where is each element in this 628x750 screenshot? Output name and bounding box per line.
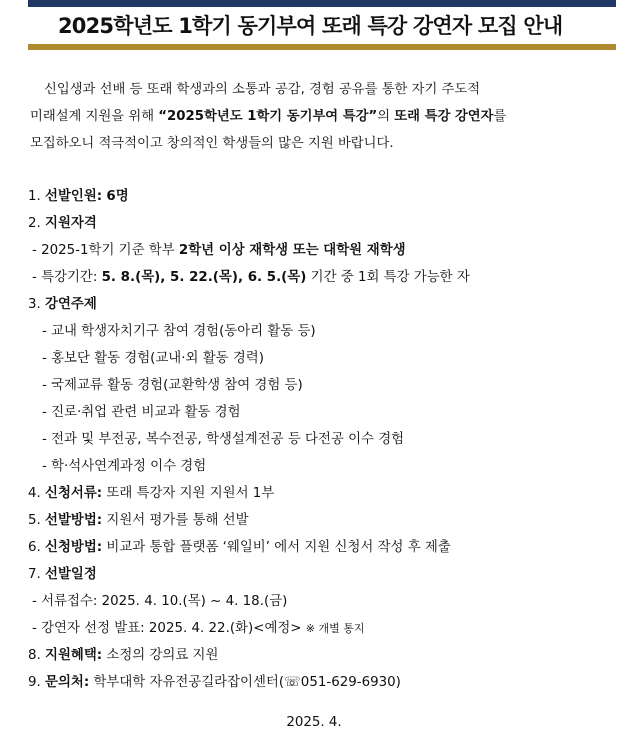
notice-date: 2025. 4. xyxy=(286,715,342,730)
item-number: 2. xyxy=(28,216,41,231)
sub-emphasis: 5. 8.(목), 5. 22.(목), 6. 5.(목) xyxy=(101,270,307,285)
item-label: 문의처: xyxy=(45,675,90,690)
item-number: 5. xyxy=(28,513,41,528)
item-contact xyxy=(28,669,623,696)
sub-text: - 강연자 선정 발표: 2025. 4. 22.(화)<예정> xyxy=(32,621,306,636)
intro-text: 를 xyxy=(493,109,507,124)
intro-line-3: 모집하오니 적극적이고 창의적인 학생들의 많은 지원 바랍니다. xyxy=(30,136,394,151)
item-number: 7. xyxy=(28,567,41,582)
item-selection-count xyxy=(28,183,623,210)
item-label: 선발일정 xyxy=(45,567,97,582)
topic-item: - 홍보단 활동 경험(교내·외 활동 경력) xyxy=(42,351,264,366)
item-value: 비교과 통합 플랫폼 ‘웨일비’ 에서 지원 신청서 작성 후 제출 xyxy=(106,540,451,555)
notice-list xyxy=(28,183,623,696)
item-value: 지원서 평가를 통해 선발 xyxy=(106,513,249,528)
individual-notice-note: ※ 개별 통지 xyxy=(305,622,365,635)
item-value: 학부대학 자유전공길라잡이센터(☏051-629-6930) xyxy=(93,675,401,690)
title-top-bar xyxy=(28,0,616,7)
intro-program-name: “2025학년도 1학기 동기부여 특강” xyxy=(158,109,378,124)
eligibility-period xyxy=(28,264,623,291)
schedule-submission: - 서류접수: 2025. 4. 10.(목) ~ 4. 18.(금) xyxy=(32,594,288,609)
item-number: 4. xyxy=(28,486,41,501)
topic-item: - 진로·취업 관련 비교과 활동 경험 xyxy=(42,405,241,420)
item-value: 소정의 강의료 지원 xyxy=(106,648,219,663)
item-number: 8. xyxy=(28,648,41,663)
intro-paragraph xyxy=(30,76,618,157)
item-value: 또래 특강자 지원 지원서 1부 xyxy=(106,486,275,501)
item-number: 6. xyxy=(28,540,41,555)
item-label: 지원자격 xyxy=(45,216,97,231)
sub-text: - 2025-1학기 기준 학부 xyxy=(32,243,179,258)
item-application-method xyxy=(28,534,623,561)
page-title: 2025학년도 1학기 동기부여 또래 특강 강연자 모집 안내 xyxy=(58,14,563,38)
item-schedule xyxy=(28,561,623,588)
intro-role: 또래 특강 강연자 xyxy=(394,109,494,124)
intro-text: 의 xyxy=(377,109,395,124)
item-label: 신청방법: xyxy=(45,540,103,555)
item-selection-method xyxy=(28,507,623,534)
item-label: 신청서류: xyxy=(45,486,103,501)
intro-line-2 xyxy=(30,103,618,130)
eligibility-grade xyxy=(28,237,623,264)
item-number: 3. xyxy=(28,297,41,312)
item-benefits xyxy=(28,642,623,669)
item-number: 9. xyxy=(28,675,41,690)
item-documents xyxy=(28,480,623,507)
item-label: 지원혜택: xyxy=(45,648,103,663)
schedule-announcement xyxy=(28,615,623,642)
sub-text: - 특강기간: xyxy=(32,270,102,285)
item-label: 강연주제 xyxy=(45,297,97,312)
item-label: 선발방법: xyxy=(45,513,103,528)
item-number: 1. xyxy=(28,189,41,204)
item-label: 선발인원: xyxy=(45,189,103,204)
topic-item: - 교내 학생자치기구 참여 경험(동아리 활동 등) xyxy=(42,324,316,339)
item-topics xyxy=(28,291,623,318)
sub-emphasis: 2학년 이상 재학생 또는 대학원 재학생 xyxy=(178,243,406,258)
topic-item: - 학·석사연계과정 이수 경험 xyxy=(42,459,207,474)
topic-item: - 국제교류 활동 경험(교환학생 참여 경험 등) xyxy=(42,378,303,393)
intro-text: 미래설계 지원을 위해 xyxy=(30,109,159,124)
item-eligibility xyxy=(28,210,623,237)
title-bottom-bar xyxy=(28,44,616,50)
item-value: 6명 xyxy=(106,189,129,204)
sub-text: 기간 중 1회 특강 가능한 자 xyxy=(306,270,470,285)
intro-line-1: 신입생과 선배 등 또래 학생과의 소통과 공감, 경험 공유를 통한 자기 주도적 xyxy=(44,82,481,97)
topic-item: - 전과 및 부전공, 복수전공, 학생설계전공 등 다전공 이수 경험 xyxy=(42,432,405,447)
